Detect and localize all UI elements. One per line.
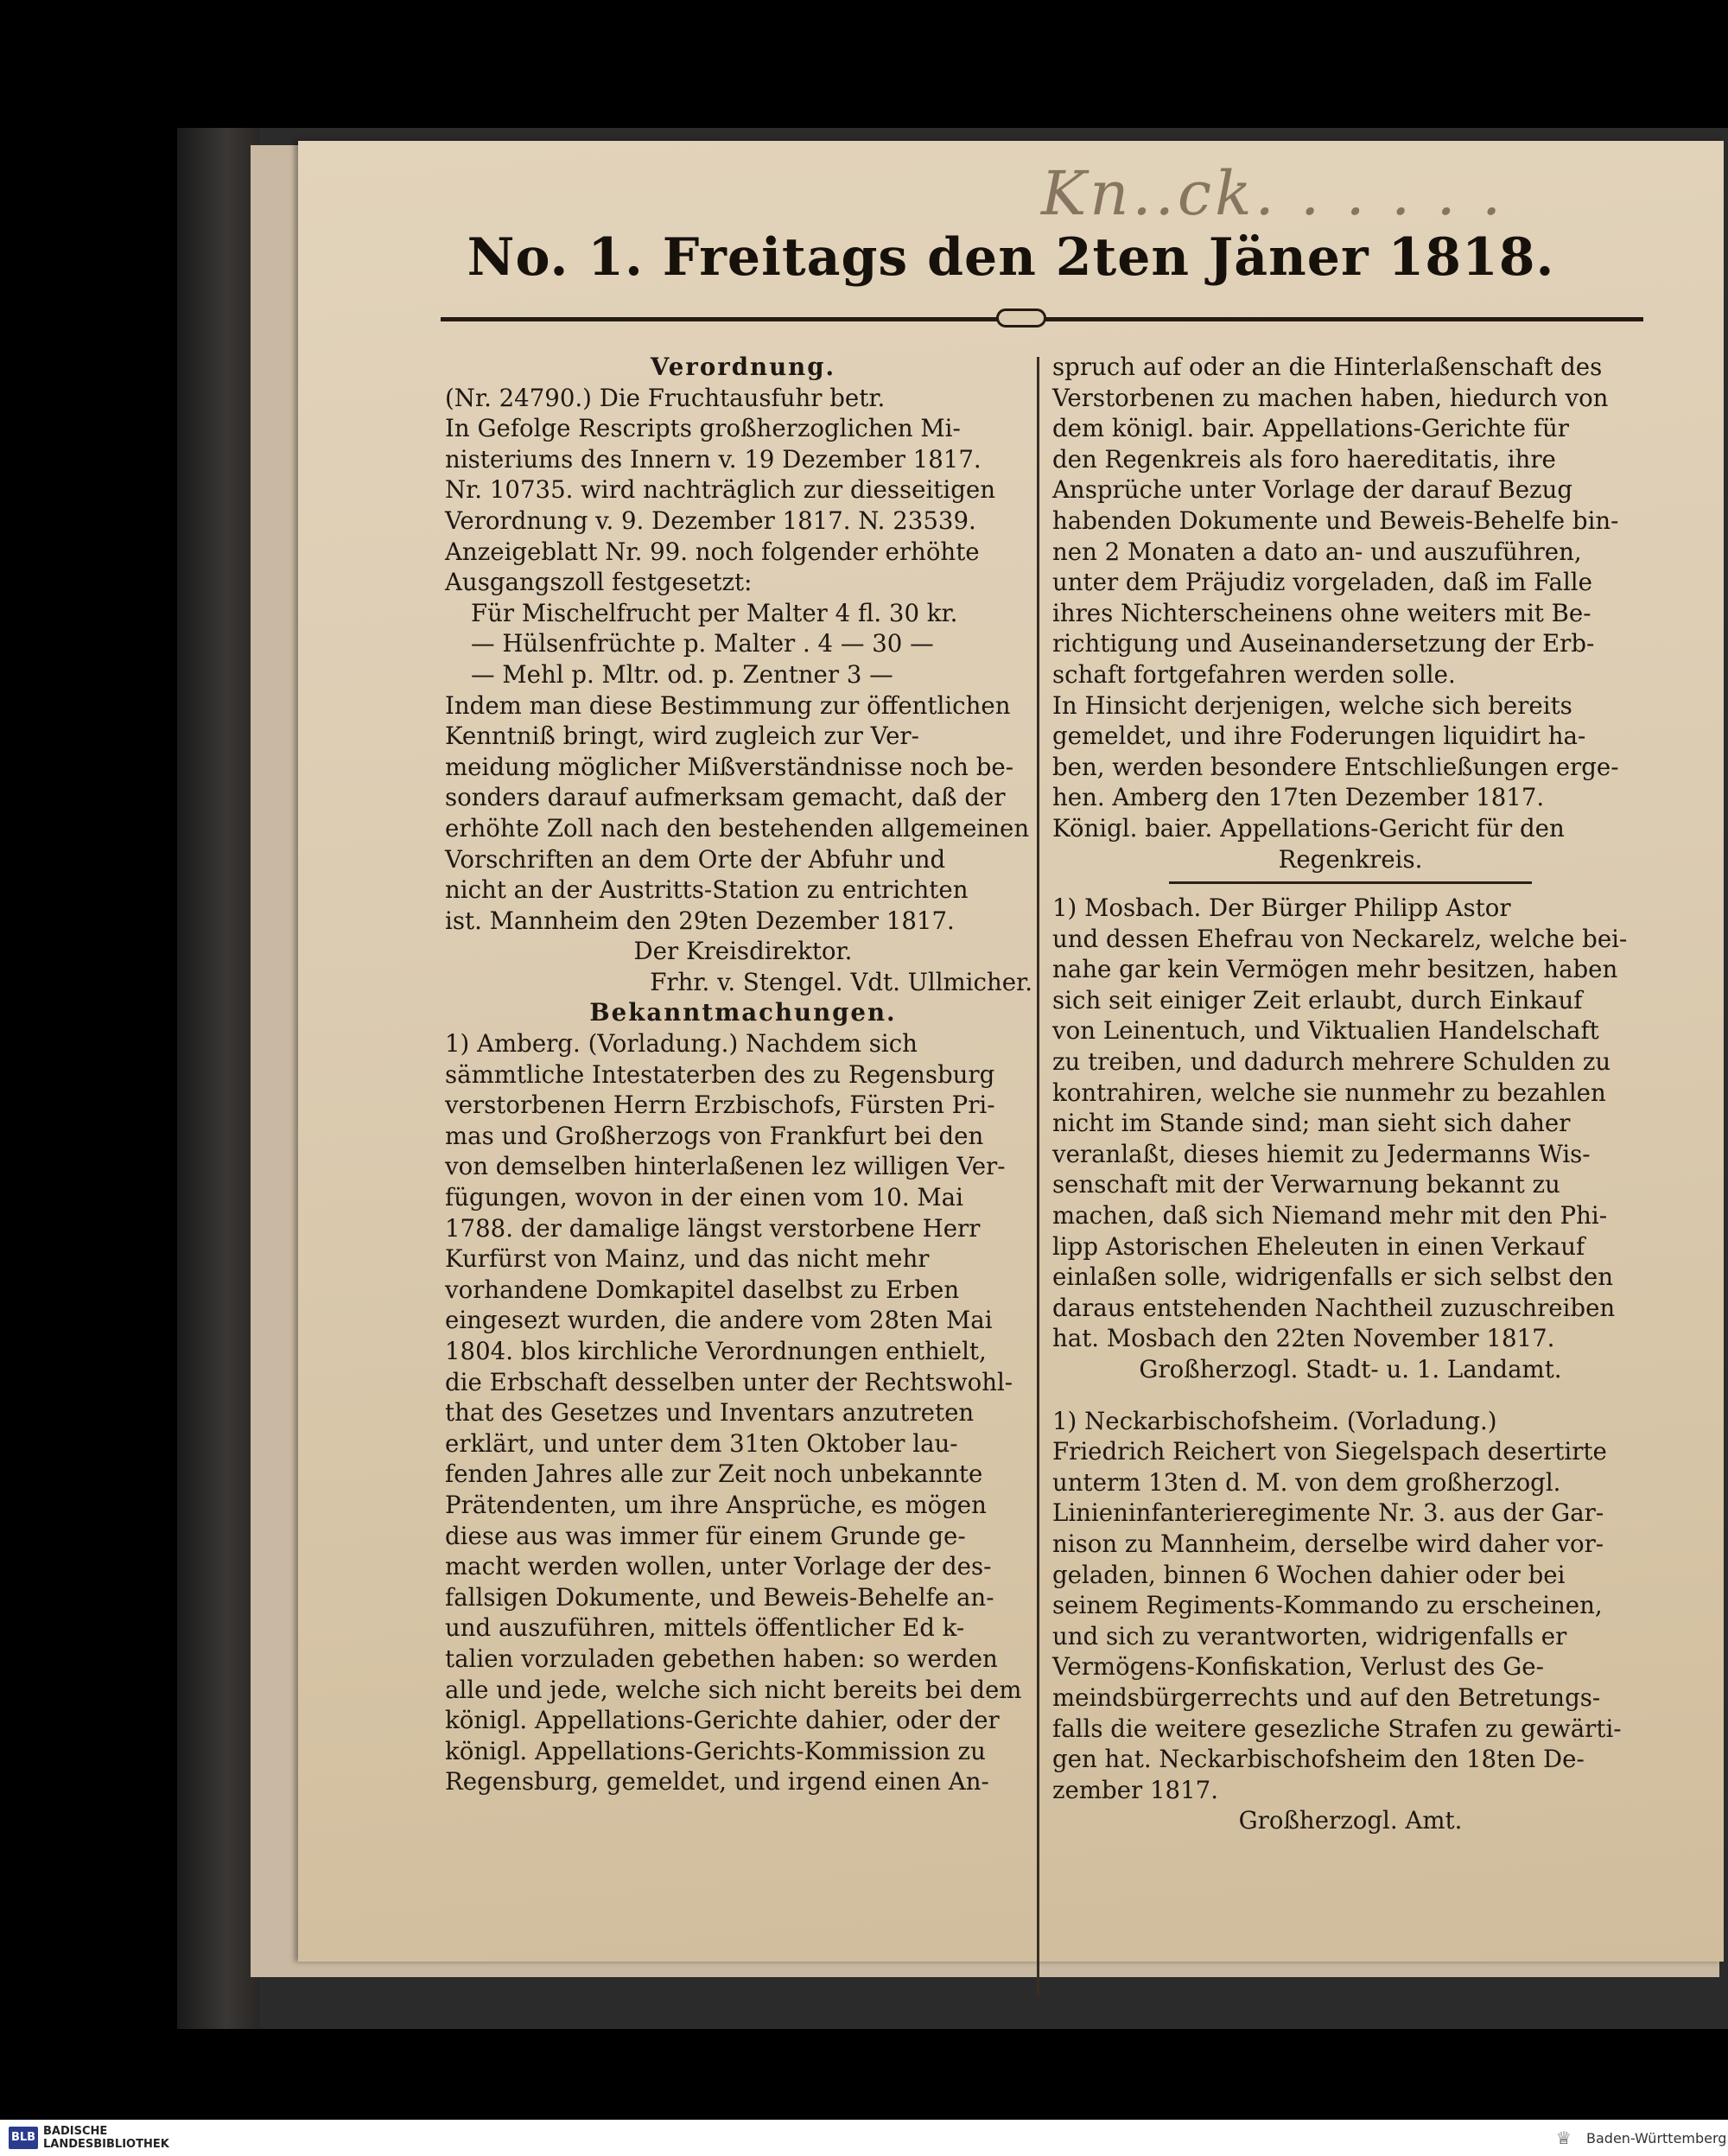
right-column-text-line: Verstorbenen zu machen haben, hiedurch von: [1052, 383, 1609, 412]
left-column-text-line: nisteriums des Innern v. 19 Dezember 1817.: [445, 444, 982, 474]
left-column-text-line: fügungen, wovon in der einen vom 10. Mai: [445, 1183, 963, 1212]
right-column-text-line: spruch auf oder an die Hinterlaßenschaft des: [1052, 353, 1603, 381]
right-column-text-line: habenden Dokumente und Beweis-Behelfe bin-: [1052, 506, 1619, 535]
right-column-text-line: von Leinentuch, und Viktualien Handelschaft: [1052, 1016, 1599, 1046]
right-column-text-line: gemeldet, und ihre Foderungen liquidirt ha-: [1052, 722, 1586, 751]
right-column-text-line: machen, daß sich Niemand mehr mit den Phi-: [1052, 1201, 1608, 1231]
newspaper-page: [298, 141, 1724, 1962]
right-column-text-line: dem königl. bair. Appellations-Gerichte für: [1052, 414, 1569, 443]
right-column-separator: [1169, 881, 1532, 884]
handwritten-note: Kn..ck. . . . . .: [1041, 158, 1505, 229]
right-column: [1052, 352, 1649, 1836]
left-column-text-line: Kurfürst von Mainz, und das nicht mehr: [445, 1244, 930, 1274]
left-column-text-line: königl. Appellations-Gerichts-Kommission zu: [445, 1736, 986, 1765]
left-column-text-line: alle und jede, welche sich nicht bereits bei dem: [445, 1675, 1022, 1704]
left-column-text-line: vorhandene Domkapitel daselbst zu Erben: [445, 1275, 960, 1304]
right-column-text-line: einlaßen solle, widrigenfalls er sich selbst den: [1052, 1262, 1613, 1292]
left-column-text-line: meidung möglicher Mißverständnisse noch be-: [445, 752, 1014, 781]
right-column-text-line: und dessen Ehefrau von Neckarelz, welche bei-: [1052, 924, 1628, 953]
right-column-text-line: unterm 13ten d. M. von dem großherzogl.: [1052, 1467, 1561, 1497]
right-column-text-line: ben, werden besondere Entschließungen erge-: [1052, 752, 1619, 781]
right-column-text-line: lipp Astorischen Eheleuten in einen Verkauf: [1052, 1231, 1585, 1261]
right-column-text-line: nicht im Stande sind; man sieht sich daher: [1052, 1109, 1571, 1138]
right-column-gap: [1052, 1385, 1649, 1406]
left-column-text-line: Verordnung v. 9. Dezember 1817. N. 23539.: [445, 506, 976, 535]
book-spine-edge: [177, 128, 259, 2029]
rule-ornament-icon: [996, 308, 1046, 328]
left-column: [445, 352, 1041, 1797]
left-column-text-line: In Gefolge Rescripts großherzoglichen Mi-: [445, 414, 961, 443]
column-divider: [1037, 357, 1039, 1994]
right-column-text-line: daraus entstehenden Nachtheil zuzuschreiben: [1052, 1293, 1616, 1322]
left-column-text-line: eingesezt wurden, die andere vom 28ten Mai: [445, 1306, 993, 1335]
library-name-line2: LANDESBIBLIOTHEK: [43, 2138, 169, 2151]
left-column-text-line: königl. Appellations-Gerichte dahier, oder der: [445, 1706, 1000, 1735]
left-column-text-line: — Mehl p. Mltr. od. p. Zentner 3 —: [471, 659, 893, 689]
right-column-text-line: Regenkreis.: [1278, 844, 1423, 874]
right-column-text-line: In Hinsicht derjenigen, welche sich bereits: [1052, 690, 1572, 720]
left-column-text-line: diese aus was immer für einem Grunde ge-: [445, 1521, 966, 1550]
left-column-text-line: Frhr. v. Stengel. Vdt. Ullmicher.: [650, 967, 1032, 996]
library-name[interactable]: [43, 2125, 169, 2151]
left-column-text-line: 1804. blos kirchliche Verordnungen enthielt,: [445, 1337, 987, 1365]
left-column-heading: Verordnung.: [650, 353, 836, 381]
right-column-text-line: 1) Neckarbischofsheim. (Vorladung.): [1052, 1406, 1497, 1435]
right-column-text-line: Königl. baier. Appellations-Gericht für den: [1052, 813, 1565, 843]
right-column-text-line: seinem Regiments-Kommando zu erscheinen,: [1052, 1591, 1603, 1620]
right-column-text-line: falls die weitere gesezliche Strafen zu gewärti-: [1052, 1714, 1622, 1743]
right-column-text-line: Vermögens-Konfiskation, Verlust des Ge-: [1052, 1652, 1544, 1682]
masthead-title: No. 1. Freitags den 2ten Jäner 1818.: [467, 227, 1555, 288]
right-column-text-line: senschaft mit der Verwarnung bekannt zu: [1052, 1170, 1560, 1199]
right-column-text-line: gen hat. Neckarbischofsheim den 18ten De-: [1052, 1745, 1585, 1774]
left-column-text-line: erklärt, und unter dem 31ten Oktober lau-: [445, 1428, 958, 1458]
left-column-text-line: verstorbenen Herrn Erzbischofs, Fürsten Pri-: [445, 1091, 995, 1120]
right-column-text-line: nen 2 Monaten a dato an- und auszuführen,: [1052, 537, 1582, 566]
right-column-text-line: nison zu Mannheim, derselbe wird daher vor-: [1052, 1529, 1604, 1558]
right-column-text-line: richtigung und Auseinandersetzung der Erb-: [1052, 629, 1595, 658]
right-column-text-line: meindsbürgerrechts und auf den Betretungs-: [1052, 1682, 1601, 1712]
left-column-text-line: Indem man diese Bestimmung zur öffentlichen: [445, 690, 1011, 720]
left-column-text-line: Anzeigeblatt Nr. 99. noch folgender erhöhte: [445, 537, 980, 566]
left-column-text-line: Prätendenten, um ihre Ansprüche, es mögen: [445, 1490, 987, 1519]
left-column-text-line: 1788. der damalige längst verstorbene Herr: [445, 1213, 981, 1243]
right-column-text-line: nahe gar kein Vermögen mehr besitzen, haben: [1052, 955, 1618, 984]
footer-bar: [0, 2120, 1728, 2156]
right-column-text-line: Ansprüche unter Vorlage der darauf Bezug: [1052, 475, 1573, 505]
right-column-text-line: Großherzogl. Amt.: [1238, 1806, 1463, 1835]
left-column-text-line: nicht an der Austritts-Station zu entrichten: [445, 875, 969, 905]
left-column-text-line: fenden Jahres alle zur Zeit noch unbekannte: [445, 1460, 983, 1489]
right-column-text-line: hen. Amberg den 17ten Dezember 1817.: [1052, 783, 1545, 812]
left-column-text-line: sämmtliche Intestaterben des zu Regensburg: [445, 1059, 995, 1089]
right-column-text-line: Friedrich Reichert von Siegelspach desertirte: [1052, 1437, 1607, 1466]
right-column-text-line: zu treiben, und dadurch mehrere Schulden zu: [1052, 1047, 1611, 1077]
right-column-text-line: sich seit einiger Zeit erlaubt, durch Einkauf: [1052, 985, 1583, 1014]
left-column-text-line: von demselben hinterlaßenen lez willigen Ver-: [445, 1152, 1006, 1181]
right-column-text-line: kontrahiren, welche sie nunmehr zu bezahlen: [1052, 1078, 1606, 1107]
left-column-text-line: Ausgangszoll festgesetzt:: [445, 568, 753, 597]
crest-icon: ♕: [1556, 2127, 1572, 2148]
left-column-text-line: talien vorzuladen gebethen haben: so werden: [445, 1644, 998, 1673]
right-column-text-line: veranlaßt, dieses hiemit zu Jedermanns Wis-: [1052, 1139, 1591, 1168]
left-column-text-line: ist. Mannheim den 29ten Dezember 1817.: [445, 906, 955, 935]
right-column-text-line: Linieninfanterieregimente Nr. 3. aus der Gar-: [1052, 1498, 1604, 1528]
left-column-text-line: und auszuführen, mittels öffentlicher Ed k-: [445, 1613, 965, 1643]
library-name-line1: BADISCHE: [43, 2125, 108, 2138]
left-column-text-line: (Nr. 24790.) Die Fruchtausfuhr betr.: [445, 383, 886, 412]
right-column-text-line: Großherzogl. Stadt- u. 1. Landamt.: [1139, 1355, 1562, 1383]
left-column-text-line: sonders darauf aufmerksam gemacht, daß der: [445, 783, 1006, 812]
left-column-text-line: die Erbschaft desselben unter der Rechtswohl-: [445, 1367, 1013, 1396]
left-column-text-line: Nr. 10735. wird nachträglich zur diesseitigen: [445, 475, 995, 505]
blb-logo-icon[interactable]: BLB: [9, 2127, 38, 2149]
right-column-text-line: schaft fortgefahren werden solle.: [1052, 659, 1456, 689]
left-column-text-line: Regensburg, gemeldet, und irgend einen An-: [445, 1767, 989, 1797]
right-column-text-line: geladen, binnen 6 Wochen dahier oder bei: [1052, 1560, 1566, 1589]
right-column-text-line: und sich zu verantworten, widrigenfalls er: [1052, 1621, 1567, 1650]
left-column-text-line: — Hülsenfrüchte p. Malter . 4 — 30 —: [471, 629, 934, 658]
right-column-text-line: unter dem Präjudiz vorgeladen, daß im Falle: [1052, 568, 1592, 597]
right-column-text-line: ihres Nichterscheinens ohne weiters mit Be-: [1052, 598, 1591, 627]
left-column-text-line: Für Mischelfrucht per Malter 4 fl. 30 kr.: [471, 598, 958, 627]
left-column-text-line: Der Kreisdirektor.: [633, 937, 853, 966]
left-column-text-line: mas und Großherzogs von Frankfurt bei den: [445, 1121, 984, 1150]
left-column-text-line: erhöhte Zoll nach den bestehenden allgemeinen: [445, 813, 1030, 843]
left-column-text-line: macht werden wollen, unter Vorlage der des-: [445, 1552, 992, 1581]
left-column-text-line: Kenntniß bringt, wird zugleich zur Ver-: [445, 722, 919, 751]
left-column-heading: Bekanntmachungen.: [589, 998, 897, 1027]
left-column-text-line: Vorschriften an dem Orte der Abfuhr und: [445, 844, 946, 874]
right-column-text-line: 1) Mosbach. Der Bürger Philipp Astor: [1052, 894, 1511, 923]
left-column-text-line: that des Gesetzes und Inventars anzutreten: [445, 1398, 975, 1428]
right-column-text-line: den Regenkreis als foro haereditatis, ihre: [1052, 444, 1556, 474]
right-column-text-line: zember 1817.: [1052, 1775, 1218, 1804]
state-name[interactable]: Baden-Württemberg: [1586, 2130, 1727, 2146]
left-column-text-line: 1) Amberg. (Vorladung.) Nachdem sich: [445, 1029, 918, 1059]
left-column-text-line: fallsigen Dokumente, und Beweis-Behelfe an-: [445, 1582, 994, 1612]
right-column-text-line: hat. Mosbach den 22ten November 1817.: [1052, 1324, 1555, 1353]
